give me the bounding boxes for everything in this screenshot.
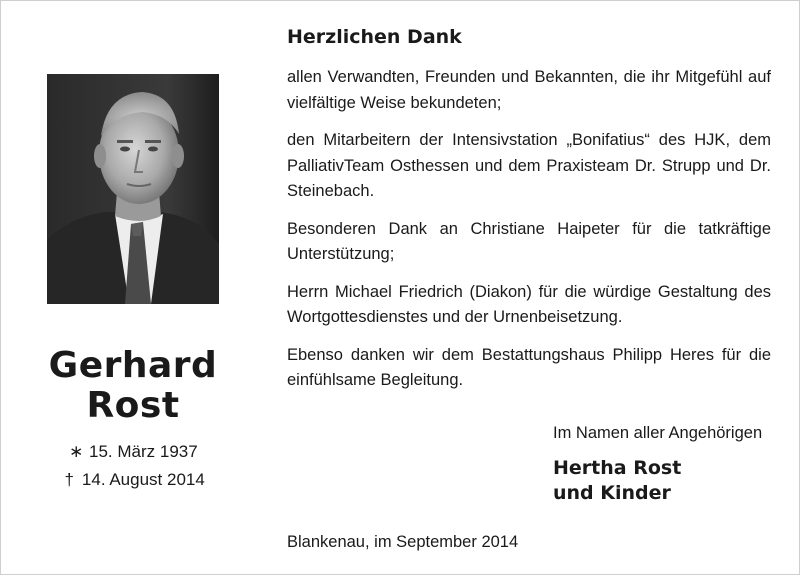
place-date: Blankenau, im September 2014	[287, 533, 519, 551]
birth-date: 15. März 1937	[89, 442, 198, 461]
thanks-heading: Herzlichen Dank	[287, 26, 462, 48]
birth-star-icon: ∗	[69, 442, 84, 461]
thanks-paragraph: Ebenso danken wir dem Bestattungshaus Philipp Heres für die einfühlsame Begleitung.	[287, 345, 771, 389]
first-name: Gerhard	[48, 345, 218, 386]
thanks-paragraph: Besonderen Dank an Christiane Haipeter für die tatkräftige Unterstützung;	[287, 219, 771, 263]
signature-line-1: Hertha Rost	[553, 457, 682, 479]
death-cross-icon: †	[64, 470, 74, 489]
death-line	[40, 466, 226, 494]
portrait-photo	[47, 74, 219, 304]
deceased-name	[20, 346, 246, 426]
last-name: Rost	[86, 385, 180, 426]
thanks-paragraph: Herrn Michael Friedrich (Diakon) für die würdige Gestaltung des Wortgottesdienstes und der Urnenbeisetzung.	[287, 282, 771, 326]
death-date: 14. August 2014	[81, 470, 205, 489]
signature-intro: Im Namen aller Angehörigen	[553, 424, 763, 442]
birth-line	[40, 438, 226, 466]
thanks-paragraph: den Mitarbeitern der Intensivstation „Bonifatius“ des HJK, dem PalliativTeam Osthessen und dem Praxisteam Dr. Strupp und Dr. Steinebach.	[287, 131, 771, 200]
thanks-text	[287, 24, 771, 406]
signature-block	[553, 421, 783, 506]
life-dates	[40, 438, 226, 494]
thanks-paragraph: allen Verwandten, Freunden und Bekannten, die ihr Mitgefühl auf vielfältige Weise bekundeten;	[287, 68, 771, 112]
signature-names	[553, 456, 783, 506]
signature-line-2: und Kinder	[553, 482, 671, 504]
